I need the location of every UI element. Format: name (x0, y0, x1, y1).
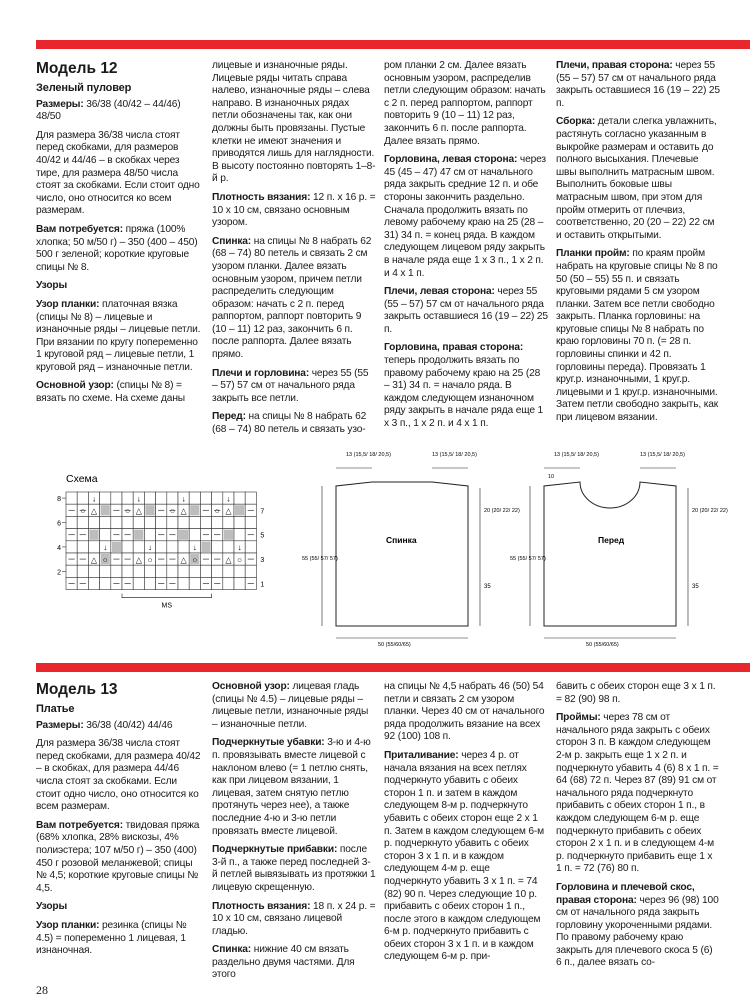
scheme-cell (189, 529, 200, 541)
scheme-cell (178, 577, 189, 589)
paragraph (36, 224, 204, 274)
paragraph-label: Узор планки: (36, 919, 100, 931)
scheme-symbol: ↓ (92, 494, 96, 504)
scheme-symbol: ↓ (136, 494, 141, 504)
paragraph-text: ром планки 2 см. Далее вязать основным узором, распределив петли следующим образом: начать с 2 п. перед раппортом, раппорт повторить 9 (10 – 11) 12 раз, закончить 6 п. после раппорта. Далее вязать прямо. (384, 60, 546, 147)
scheme-cell (234, 529, 245, 541)
paragraph-text: (спицы № 8) = вязать по схеме. На схеме даны (36, 380, 185, 405)
paragraph-label: Подчеркнутые прибавки: (212, 844, 338, 856)
paragraph-text: через 96 (98) 100 см от начального ряда закрыть горловину укороченными рядами. По правому рабочему краю закрыть для плечевого скоса 5 (6) 6 п., далее вязать со- (556, 894, 719, 969)
scheme-cell (144, 577, 155, 589)
paragraph-label: Проймы: (556, 712, 601, 724)
front-outline (544, 482, 676, 626)
scheme-symbol: △ (225, 555, 232, 565)
scheme-cell (88, 565, 99, 577)
paragraph-label: Горловина, правая сторона: (384, 342, 524, 354)
scheme-cell (133, 565, 144, 577)
paragraph-text: на спицы № 4,5 набрать 46 (50) 54 петли и связать 2 см узором планки. Через 40 см от начального ряда продолжить вязание на всех 92 (100) 108 п. (384, 681, 545, 743)
scheme-cell (144, 492, 155, 504)
paragraph-label: Основной узор: (36, 380, 114, 392)
paragraph-label: Плечи и горловина: (212, 367, 310, 379)
scheme-cell (212, 565, 223, 577)
paragraph (36, 720, 204, 733)
scheme-cell (122, 516, 133, 528)
scheme-symbol: ○ (125, 506, 131, 516)
paragraph-label: Сборка: (556, 116, 596, 128)
front-label: Перед (598, 535, 625, 545)
scheme-cell (167, 565, 178, 577)
scheme-hatched-cell (190, 505, 199, 515)
paragraph-label: Узор планки: (36, 298, 100, 310)
scheme-row-number: 2 (57, 569, 61, 577)
scheme-symbol: △ (90, 506, 98, 516)
back-width: 50 (55/60/65) (378, 642, 411, 648)
scheme-cell (167, 516, 178, 528)
scheme-cell (200, 516, 211, 528)
scheme-cell (88, 541, 99, 553)
scheme-cell (77, 492, 88, 504)
paragraph-text: 12 п. x 16 р. = 10 x 10 см, связано основным узором. (212, 191, 376, 229)
scheme-cell (212, 541, 223, 553)
top-red-band (36, 40, 750, 49)
paragraph (212, 192, 376, 230)
front-shoulder-right: 13 (15,5/ 18/ 20,5) (640, 452, 685, 458)
paragraph-text: через 4 р. от начала вязания на всех петлях подчеркнуто убавить с обеих сторон 1 п. и затем в каждом следующем 8-м р. подчеркнуто убавить с обеих сторон еще 2 x 1 п. Затем в каждом следующем 6-м р. подчеркнуто убавить с обеих сторон 3 x 1 п. и в каждом следующем 4-м р. еще подчеркнуто убавить 3 x 1 п. = 74 (82) 90 п. Через следующие 10 р. прибавить с обеих сторон 1 п., после этого в каждом следующем 6-м р. подчеркнуто прибавить с обеих сторон 3 x 1 п. и в каждом следующем 6-м р. при- (384, 749, 545, 963)
front-neck-depth: 10 (548, 474, 555, 480)
scheme-row-number: 5 (260, 532, 265, 540)
paragraph-label: Спинка: (212, 235, 252, 247)
scheme-hatched-cell (235, 505, 244, 515)
paragraph (384, 60, 548, 148)
scheme-symbol: ○ (192, 555, 198, 565)
scheme-cell (88, 516, 99, 528)
model12-subtitle: Зеленый пуловер (36, 82, 132, 94)
scheme-cell (111, 492, 122, 504)
scheme-cell (122, 565, 133, 577)
scheme-hatched-cell (145, 505, 154, 515)
scheme-cell (223, 565, 234, 577)
paragraph (36, 920, 204, 958)
scheme-row-number: 6 (57, 520, 61, 528)
scheme-symbol: △ (180, 506, 187, 516)
paragraph-label: Плечи, левая сторона: (384, 286, 495, 298)
paragraph (556, 60, 720, 110)
scheme-cell (77, 516, 88, 528)
scheme-cell (234, 516, 245, 528)
scheme-cell (223, 541, 234, 553)
paragraph (212, 60, 376, 186)
paragraph (384, 342, 548, 430)
scheme-cell (156, 516, 167, 528)
paragraph-label: Узоры (36, 280, 68, 292)
model12-column-4 (556, 60, 720, 425)
scheme-cell (156, 565, 167, 577)
scheme-row-number: 4 (57, 544, 61, 552)
scheme-cell (122, 541, 133, 553)
paragraph-label: Основной узор: (212, 681, 290, 692)
scheme-hatched-cell (134, 530, 143, 540)
scheme-symbol: ○ (80, 506, 86, 516)
paragraph (212, 411, 376, 436)
scheme-symbol: ↓ (237, 543, 242, 553)
back-label: Спинка (386, 535, 417, 545)
paragraph-label: Вам потребуется: (36, 819, 123, 831)
paragraph-text: через 55 (55 – 57) 57 см от начального ряда закрыть оставшиеся 16 (19 – 22) 25 п. (384, 286, 548, 335)
scheme-cell (66, 565, 77, 577)
paragraph-label: Подчеркнутые убавки: (212, 737, 325, 749)
paragraph (384, 750, 548, 964)
scheme-cell (167, 492, 178, 504)
scheme-cell (133, 516, 144, 528)
scheme-cell (156, 541, 167, 553)
scheme-cell (167, 541, 178, 553)
scheme-cell (189, 492, 200, 504)
back-shoulder-left: 13 (15,5/ 18/ 20,5) (346, 452, 391, 458)
scheme-cell (77, 565, 88, 577)
scheme-cell (66, 516, 77, 528)
paragraph (384, 286, 548, 336)
paragraph (36, 901, 204, 914)
front-side: 35 (692, 584, 699, 590)
paragraph-label: Размеры: (36, 719, 84, 731)
paragraph-label: Горловина, левая сторона: (384, 154, 518, 166)
knitting-scheme-chart (40, 470, 280, 620)
scheme-cell (111, 565, 122, 577)
paragraph (384, 154, 548, 280)
scheme-symbol: ↓ (226, 494, 231, 504)
back-side: 35 (484, 584, 491, 590)
scheme-hatched-cell (179, 530, 188, 540)
scheme-symbol: ↓ (103, 543, 108, 553)
paragraph (36, 820, 204, 896)
scheme-hatched-cell (101, 505, 110, 515)
paragraph-text: по краям пройм набрать на круговые спицы № 8 по 50 (50 – 55) 55 п. и связать круговыми рядами 5 см узором планки. Затем все петли свободно закрыть. Планка горловины: на круговые спицы № 8 набрать по краю горловины 70 п. (= 28 п. горловины спинки и 42 п. горловины переда). Провязать 1 круг.р. изнаночными, 1 круг.р. лицевыми и 1 круг.р. изнаночными. Затем петли свободно закрыть, как при лицевом вязании. (556, 248, 719, 424)
scheme-symbol: ○ (169, 506, 175, 516)
scheme-symbol: △ (90, 555, 98, 565)
scheme-symbol: △ (180, 555, 187, 565)
scheme-cell (77, 541, 88, 553)
paragraph (212, 737, 376, 838)
paragraph-text: лицевая гладь (спицы № 4.5) – лицевые ряды – лицевые петли, изнаночные ряды – изнаночные петли. (212, 681, 369, 730)
paragraph-label: Перед: (212, 411, 246, 423)
scheme-cell (178, 541, 189, 553)
scheme-cell (200, 492, 211, 504)
scheme-symbol: ↓ (181, 494, 186, 504)
scheme-cell (133, 541, 144, 553)
scheme-cell (144, 565, 155, 577)
scheme-hatched-cell (89, 530, 98, 540)
scheme-cell (100, 565, 111, 577)
paragraph-label: Узоры (36, 901, 68, 913)
paragraph (556, 248, 720, 424)
scheme-hatched-cell (224, 530, 233, 540)
model13-title: Модель 13 (36, 681, 118, 698)
model13-column-1 (36, 681, 204, 958)
scheme-cell (133, 577, 144, 589)
scheme-symbol: ↓ (192, 543, 197, 553)
paragraph-label: Вам потребуется: (36, 223, 123, 235)
scheme-cell (234, 577, 245, 589)
scheme-cell (156, 492, 167, 504)
scheme-title: Схема (66, 473, 98, 485)
scheme-cell (245, 541, 256, 553)
page-number: 28 (36, 983, 48, 997)
scheme-cell (66, 541, 77, 553)
scheme-cell (178, 565, 189, 577)
paragraph-text: теперь продолжить вязать по правому рабочему краю на 25 (28 – 31) 34 п. = начало ряда. В каждом следующем изнаночном ряду закрыть в начале ряда еще 1 x 3 п., 1 x 2 п. и 4 x 1 п. (384, 355, 544, 430)
paragraph (384, 681, 548, 744)
scheme-symbol: ○ (147, 555, 153, 565)
scheme-row-number: 7 (260, 508, 265, 516)
scheme-cell (189, 577, 200, 589)
scheme-symbol: △ (135, 506, 142, 516)
scheme-cell (88, 577, 99, 589)
scheme-cell (200, 565, 211, 577)
scheme-symbol: ↓ (148, 543, 152, 553)
paragraph-text: через 78 см от начального ряда закрыть с обеих сторон 3 п. В каждом следующем 2-м р. закрыть еще 1 x 2 п. и подчеркнуто убавить 4 (6) 8 x 1 п. = 64 (68) 72 п. Через 87 (89) 91 см от начального ряда подчеркнуто прибавить с обеих сторон 1 п., в каждом следующем 6-м р. еще подчеркнуто прибавить с обеих сторон 2 x 1 п. и в следующем 4-м р. подчеркнуто прибавить еще 1 x 1 п. = 72 (76) 80 п. (556, 712, 719, 875)
paragraph-text: Для размера 36/38 числа стоят перед скобками, для размеров 40/42 и 44/46 – в скобках через тире, для размера 48/50 числа стоят за скобками. Если стоит одно число, оно относится ко всем размерам. (36, 129, 200, 217)
scheme-symbol: ○ (102, 555, 108, 565)
paragraph-text: бавить с обеих сторон еще 3 x 1 п. = 82 (90) 98 п. (556, 681, 716, 705)
paragraph-text: резинка (спицы № 4.5) = попеременно 1 лицевая, 1 изнаночная. (36, 919, 187, 957)
model13-column-4 (556, 681, 720, 970)
paragraph (556, 681, 720, 706)
front-schematic (508, 448, 728, 648)
scheme-row-number: 1 (260, 581, 265, 589)
model12-column-3 (384, 60, 548, 431)
front-total-height: 55 (55/ 57/ 57) (510, 556, 546, 562)
paragraph-text: через 45 (45 – 47) 47 см от начального ряда закрыть средние 12 п. и обе стороны закончить раздельно. Сначала продолжить вязать по левому рабочему краю на 25 (28 – 31) 34 п. = конец ряда. В каждом следующем лицевом ряду закрыть в начале ряда еще 1 x 3 п., 1 x 2 п. и 4 x 1 п. (384, 154, 546, 279)
paragraph-text: 36/38 (40/42) 44/46 (83, 719, 173, 731)
scheme-symbol: ○ (214, 506, 220, 516)
scheme-symbol: △ (225, 506, 232, 516)
scheme-cell (66, 492, 77, 504)
scheme-cell (212, 492, 223, 504)
paragraph (212, 901, 376, 939)
paragraph-label: Планки пройм: (556, 248, 630, 260)
model12-title: Модель 12 (36, 60, 118, 77)
scheme-cell (100, 577, 111, 589)
paragraph-label: Плотность вязания: (212, 900, 311, 912)
model13-column-2 (212, 681, 376, 982)
paragraph-label: Плечи, правая сторона: (556, 60, 673, 71)
paragraph (36, 99, 204, 124)
front-shoulder-left: 13 (15,5/ 18/ 20,5) (554, 452, 599, 458)
front-width: 50 (55/60/65) (586, 642, 619, 648)
paragraph (212, 844, 376, 894)
model13-column-3 (384, 681, 548, 964)
paragraph-text: на спицы № 8 набрать 62 (68 – 74) 80 петель и связать узо- (212, 411, 367, 436)
back-shoulder-right: 13 (15,5/ 18/ 20,5) (432, 452, 477, 458)
paragraph (36, 280, 204, 293)
paragraph-text: 3-ю и 4-ю п. провязывать вместе лицевой с наклоном влево (= 1 петлю снять, как при лицевом вязании, 1 лицевая, затем снятую петлю протянуть через нее), а также последние 4-ю и 3-ю петли провязать вместе лицевой. (212, 737, 371, 837)
paragraph-label: Спинка: (212, 944, 252, 956)
paragraph-label: Плотность вязания: (212, 191, 311, 203)
model12-column-2 (212, 60, 376, 437)
scheme-cell (189, 516, 200, 528)
paragraph-text: Для размера 36/38 числа стоят перед скобками, для размера 40/42 – в скобках, для размера 44/46 числа стоят за скобками. Если стоит одно число, оно относится ко всем размерам. (36, 738, 201, 813)
paragraph (36, 380, 204, 405)
paragraph-label: Приталивание: (384, 749, 459, 761)
paragraph (212, 944, 376, 982)
scheme-cell (245, 492, 256, 504)
paragraph-text: через 55 (55 – 57) 57 см от начального ряда закрыть все петли. (212, 367, 369, 404)
paragraph-text: 36/38 (40/42 – 44/46) 48/50 (36, 98, 181, 123)
paragraph-text: твидовая пряжа (68% хлопка, 28% вискозы, 4% полиэстера; 107 м/50 г) – 350 (400) 450 г розовой меланжевой; спицы № 4,5; короткие круговые спицы № 4,5. (36, 819, 200, 894)
paragraph-text: на спицы № 8 набрать 62 (68 – 74) 80 петель и связать 2 см узором планки. Далее вязать основным узором, причем петли распределить следующим образом: начать с 2 п. перед раппортом, раппорт повторить 9 (10 – 11) 12 раз, закончить 6 п. после раппорта. Далее вязать прямо. (212, 235, 372, 361)
paragraph (556, 116, 720, 242)
paragraph-label: Горловина и плечевой скос, правая сторона: (556, 881, 695, 906)
paragraph (212, 236, 376, 362)
model12-column-1 (36, 60, 204, 406)
model13-subtitle: Платье (36, 703, 75, 715)
paragraph-text: платочная вязка (спицы № 8) – лицевые и изнаночные ряды – лицевые петли. При вязании по кругу попеременно 1 круговой ряд – лицевые петли, 1 круговой ряд – изнаночные петли. (36, 298, 201, 373)
paragraph (212, 368, 376, 406)
paragraph (36, 130, 204, 218)
paragraph-text: детали слегка увлажнить, растянуть согласно указанным в выкройке размерам и оставить до полного высыхания. Плечевые швы выполнить матрасным швом. Выполнить боковые швы матрасным швом, при этом для пройм отмерить от плечвиз, соответственно, 20 (20 – 22) 22 см и оставить открытыми. (556, 116, 717, 241)
paragraph (556, 712, 720, 876)
scheme-cell (144, 529, 155, 541)
back-outline (336, 482, 468, 626)
back-armhole: 20 (20/ 22/ 22) (484, 508, 520, 514)
scheme-cell (122, 492, 133, 504)
scheme-cell (189, 565, 200, 577)
scheme-row-number: 3 (260, 557, 265, 565)
paragraph-text: лицевые и изнаночные ряды. Лицевые ряды читать справа налево, изнаночные ряды – слева направо. В изнаночных рядах петли обозначены так, как они должны быть провязаны. Пустые клетки не имеют значения и приводятся лишь для наглядности. В высоту постоянно повторять 1–8-й р. (212, 60, 376, 185)
scheme-cell (100, 516, 111, 528)
scheme-symbol: ○ (237, 555, 243, 565)
paragraph-text: 18 п. x 24 р. = 10 x 10 см, связано лицевой гладью. (212, 900, 376, 937)
scheme-cell (234, 492, 245, 504)
scheme-repeat-bracket (122, 594, 212, 598)
scheme-cell (144, 516, 155, 528)
scheme-cell (223, 516, 234, 528)
scheme-symbol: △ (135, 555, 142, 565)
paragraph-text: пряжа (100% хлопка; 50 м/50 г) – 350 (400 – 450) 500 г зеленой; короткие круговые спицы № 8. (36, 223, 198, 273)
paragraph-text: нижние 40 см вязать раздельно двумя частями. Для этого (212, 944, 355, 981)
scheme-cell (245, 516, 256, 528)
paragraph-text: после 3-й п., а также перед последней 3-й петлей вывязывать из протяжки 1 лицевую скрещенную. (212, 844, 376, 893)
scheme-cell (100, 492, 111, 504)
scheme-hatched-cell (112, 542, 121, 552)
paragraph (212, 681, 376, 731)
paragraph-label: Размеры: (36, 98, 84, 110)
scheme-cell (111, 516, 122, 528)
back-total-height: 55 (55/ 57/ 57) (302, 556, 338, 562)
scheme-repeat-label: MS (161, 602, 173, 610)
front-armhole: 20 (20/ 22/ 22) (692, 508, 728, 514)
scheme-hatched-cell (201, 542, 210, 552)
scheme-cell (178, 516, 189, 528)
scheme-cell (245, 565, 256, 577)
scheme-cell (100, 529, 111, 541)
paragraph-text: через 55 (55 – 57) 57 см от начального ряда закрыть оставшиеся 16 (19 – 22) 25 п. (556, 60, 720, 109)
back-schematic (300, 448, 520, 648)
paragraph (36, 738, 204, 814)
paragraph (556, 882, 720, 970)
paragraph (36, 299, 204, 375)
middle-red-band (36, 663, 750, 672)
scheme-cell (234, 565, 245, 577)
scheme-cell (223, 577, 234, 589)
scheme-row-number: 8 (57, 496, 61, 504)
scheme-cell (212, 516, 223, 528)
